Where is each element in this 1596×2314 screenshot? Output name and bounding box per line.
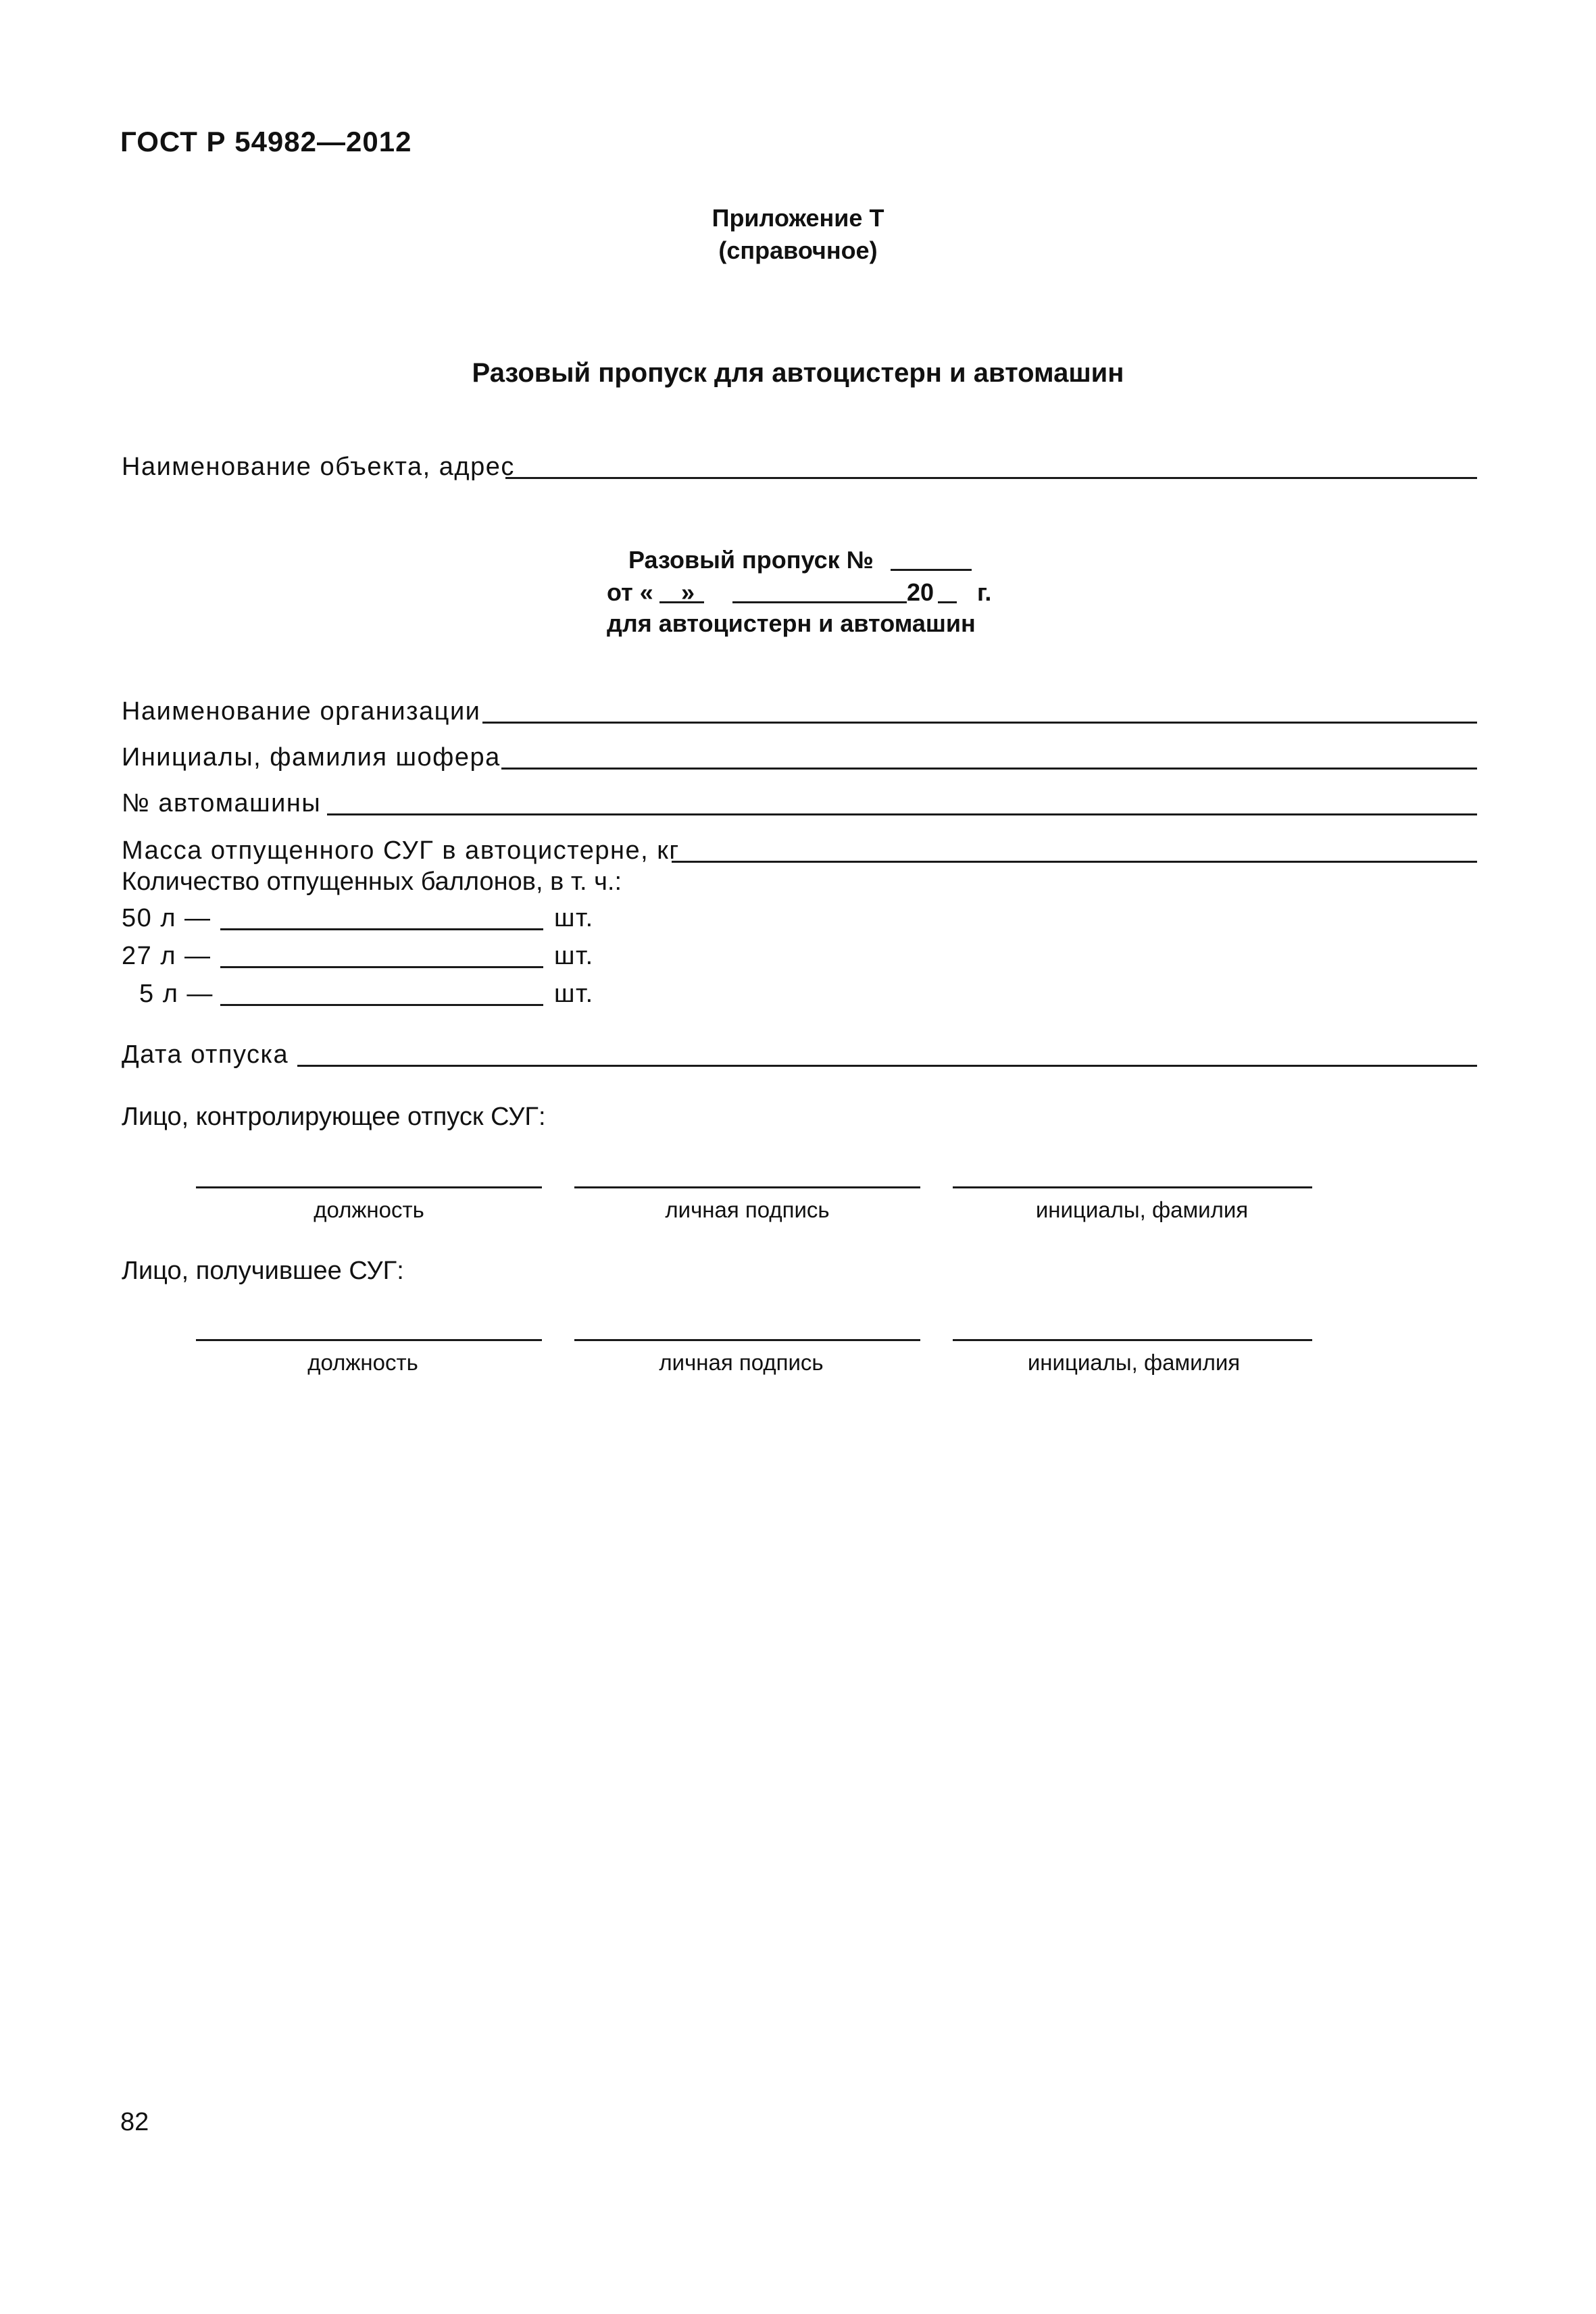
receiver-label: Лицо, получившее СУГ: — [122, 1257, 404, 1285]
receiver-signature-line[interactable] — [574, 1339, 920, 1341]
appendix-title: Приложение Т — [712, 204, 884, 232]
cylinder-5-line[interactable] — [220, 1004, 543, 1006]
organization-label: Наименование организации — [122, 697, 481, 726]
cylinders-label: Количество отпущенных баллонов, в т. ч.: — [122, 867, 622, 896]
vehicle-number-label: № автомашины — [122, 789, 322, 818]
controller-signature-line[interactable] — [574, 1186, 920, 1188]
receiver-position-caption: должность — [307, 1350, 418, 1375]
cylinder-5-size: 5 л — — [139, 980, 214, 1008]
driver-label: Инициалы, фамилия шофера — [122, 743, 501, 772]
cylinder-50-size: 50 л — — [122, 904, 211, 932]
cylinder-50-line[interactable] — [220, 928, 543, 930]
controller-position-caption: должность — [314, 1197, 424, 1222]
pass-date-close-quote: » — [681, 578, 695, 606]
controller-label: Лицо, контролирующее отпуск СУГ: — [122, 1103, 546, 1131]
pass-date-from: от « — [607, 578, 653, 606]
driver-line[interactable] — [501, 768, 1477, 770]
controller-name-caption: инициалы, фамилия — [1035, 1197, 1249, 1222]
page-number: 82 — [120, 2108, 149, 2136]
object-address-label: Наименование объекта, адрес — [122, 453, 515, 481]
release-date-line[interactable] — [297, 1065, 1477, 1067]
organization-line[interactable] — [482, 722, 1477, 724]
pass-date-year: 20 — [907, 578, 934, 606]
pass-date-month-line[interactable] — [732, 601, 907, 603]
appendix-subtitle: (справочное) — [718, 236, 878, 264]
receiver-name-line[interactable] — [953, 1339, 1312, 1341]
object-address-line[interactable] — [505, 477, 1477, 479]
cylinder-27-unit: шт. — [554, 942, 594, 970]
release-date-label: Дата отпуска — [122, 1040, 289, 1069]
pass-number-line[interactable] — [891, 569, 972, 571]
pass-vehicle-type: для автоцистерн и автомашин — [607, 609, 976, 637]
vehicle-number-line[interactable] — [327, 813, 1477, 815]
cylinder-5-unit: шт. — [554, 980, 594, 1008]
pass-number-label: Разовый пропуск № — [628, 546, 874, 574]
cylinder-27-line[interactable] — [220, 966, 543, 968]
mass-line[interactable] — [672, 861, 1477, 863]
controller-name-line[interactable] — [953, 1186, 1312, 1188]
controller-position-line[interactable] — [196, 1186, 542, 1188]
receiver-position-line[interactable] — [196, 1339, 542, 1341]
cylinder-27-size: 27 л — — [122, 942, 211, 970]
mass-label: Масса отпущенного СУГ в автоцистерне, кг — [122, 836, 680, 865]
document-code: ГОСТ Р 54982—2012 — [120, 126, 412, 157]
receiver-name-caption: инициалы, фамилия — [1027, 1350, 1241, 1375]
controller-signature-caption: личная подпись — [665, 1197, 830, 1222]
pass-date-year-line[interactable] — [938, 601, 957, 603]
pass-date-g: г. — [977, 578, 992, 606]
receiver-signature-caption: личная подпись — [659, 1350, 824, 1375]
form-title: Разовый пропуск для автоцистерн и автомашин — [472, 358, 1124, 388]
cylinder-50-unit: шт. — [554, 904, 594, 932]
